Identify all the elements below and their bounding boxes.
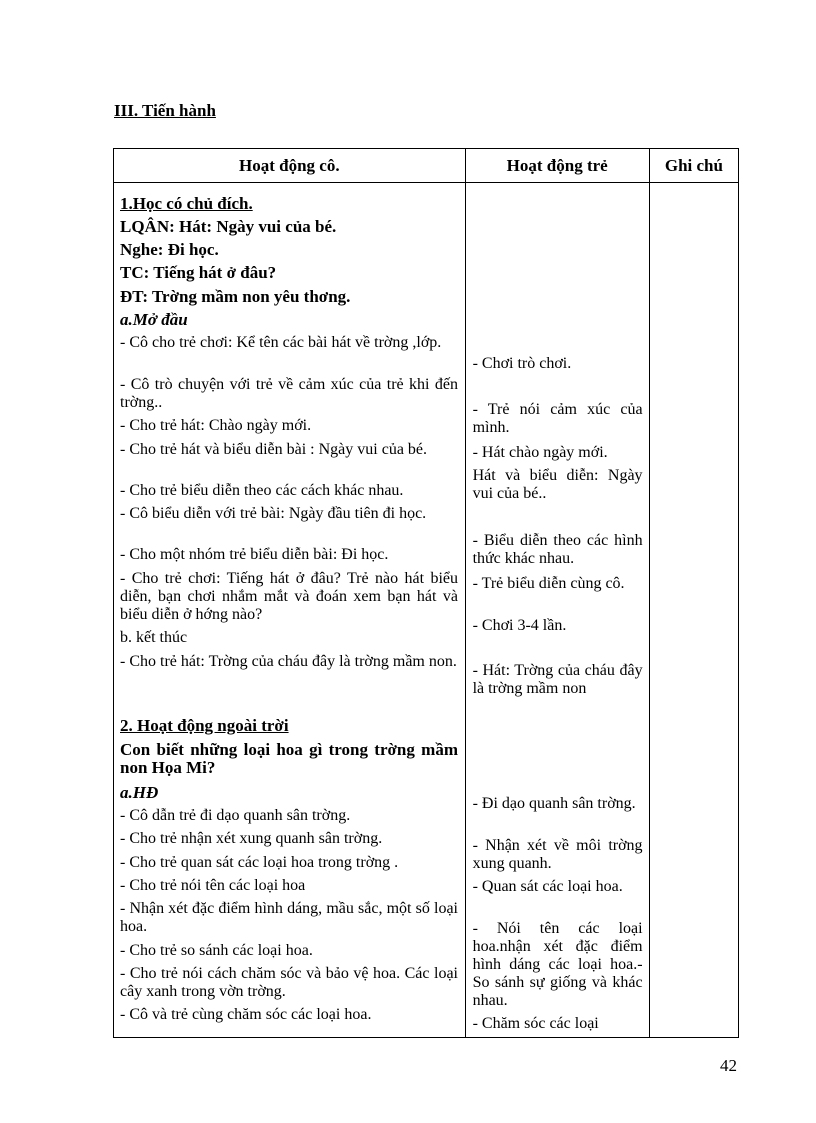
section-title: III. Tiến hành	[114, 101, 216, 120]
teacher-text: LQÂN: Hát: Ngày vui của bé.	[120, 217, 337, 236]
child-text: - Chơi 3-4 lần.	[472, 617, 567, 634]
teacher-text: - Cho trẻ hát: Chào ngày mới.	[120, 417, 312, 434]
teacher-text: - Cô cho trẻ chơi: Kể tên các bài hát về trờng ,lớp.	[120, 334, 442, 351]
child-activity-cell	[465, 183, 649, 1038]
teacher-text: - Cho trẻ nói tên các loại hoa	[120, 877, 306, 894]
teacher-text: - Cho một nhóm trẻ biểu diễn bài: Đi học.	[120, 546, 389, 563]
teacher-text: Con biết những loại hoa gì trong trờng mầm non Họa Mi?	[120, 740, 458, 777]
subheading-activity: a.HĐ	[120, 783, 159, 802]
header-child-activity: Hoạt động trẻ	[465, 149, 649, 183]
child-text: - Chơi trò chơi.	[472, 355, 572, 372]
teacher-text: - Cho trẻ chơi: Tiếng hát ở đâu? Trẻ nào hát biểu diễn, bạn chơi nhắm mắt và đoán xem bạn hát và biểu diễn ở hớng nào?	[120, 570, 458, 623]
teacher-text: - Cô trò chuyện với trẻ về cảm xúc của trẻ khi đến trờng..	[120, 376, 458, 411]
notes-cell	[649, 183, 738, 1038]
teacher-text: - Cho trẻ biểu diễn theo các cách khác nhau.	[120, 482, 404, 499]
subheading-opening: a.Mở đầu	[120, 310, 188, 329]
teacher-text: - Cho trẻ so sánh các loại hoa.	[120, 942, 313, 959]
child-text: - Biểu diễn theo các hình thức khác nhau.	[472, 532, 643, 567]
header-teacher-activity: Hoạt động cô.	[114, 149, 466, 183]
teacher-text: TC: Tiếng hát ở đâu?	[120, 263, 277, 282]
teacher-text: - Cô biểu diễn với trẻ bài: Ngày đầu tiên đi học.	[120, 505, 427, 522]
teacher-text: - Cho trẻ nói cách chăm sóc và bảo vệ hoa. Các loại cây xanh trong vờn trờng.	[120, 965, 458, 1000]
table-row	[114, 183, 739, 1038]
teacher-text: Nghe: Đi học.	[120, 240, 219, 259]
heading-outdoor: 2. Hoạt động ngoài trời	[120, 716, 289, 735]
child-text: - Trẻ nói cảm xúc của mình.	[472, 401, 643, 436]
child-text: - Đi dạo quanh sân trờng.	[472, 795, 636, 812]
heading-lesson: 1.Học có chủ đích.	[120, 194, 253, 213]
teacher-text: - Cô dẫn trẻ đi dạo quanh sân trờng.	[120, 807, 351, 824]
table-header-row	[114, 149, 739, 183]
child-text: - Nói tên các loại hoa.nhận xét đặc điểm hình dáng các loại hoa.- So sánh sự giống và khác nhau.	[472, 920, 643, 1009]
header-notes: Ghi chú	[649, 149, 738, 183]
activity-table	[113, 148, 739, 1038]
child-text: - Hát chào ngày mới.	[472, 444, 608, 461]
page-number: 42	[720, 1056, 737, 1075]
child-text: - Quan sát các loại hoa.	[472, 878, 623, 895]
teacher-text: - Cho trẻ hát: Trờng của cháu đây là trờng mầm non.	[120, 653, 457, 670]
teacher-text: - Cho trẻ nhận xét xung quanh sân trờng.	[120, 830, 383, 847]
teacher-activity-cell	[114, 183, 466, 1038]
teacher-text: - Cô và trẻ cùng chăm sóc các loại hoa.	[120, 1006, 372, 1023]
teacher-text: - Nhận xét đặc điểm hình dáng, mầu sắc, một số loại hoa.	[120, 900, 458, 935]
child-text: - Hát: Trờng của cháu đây là trờng mầm non	[472, 662, 643, 697]
teacher-text: - Cho trẻ hát và biểu diễn bài : Ngày vui của bé.	[120, 441, 428, 458]
child-text: - Chăm sóc các loại	[472, 1015, 599, 1032]
child-text: Hát và biểu diễn: Ngày vui của bé..	[472, 467, 643, 502]
child-text: - Nhận xét về môi trờng xung quanh.	[472, 837, 643, 872]
teacher-text: - Cho trẻ quan sát các loại hoa trong trờng .	[120, 854, 399, 871]
subheading-ending: b. kết thúc	[120, 629, 188, 646]
child-text: - Trẻ biểu diễn cùng cô.	[472, 575, 625, 592]
teacher-text: ĐT: Trờng mầm non yêu thơng.	[120, 287, 351, 306]
